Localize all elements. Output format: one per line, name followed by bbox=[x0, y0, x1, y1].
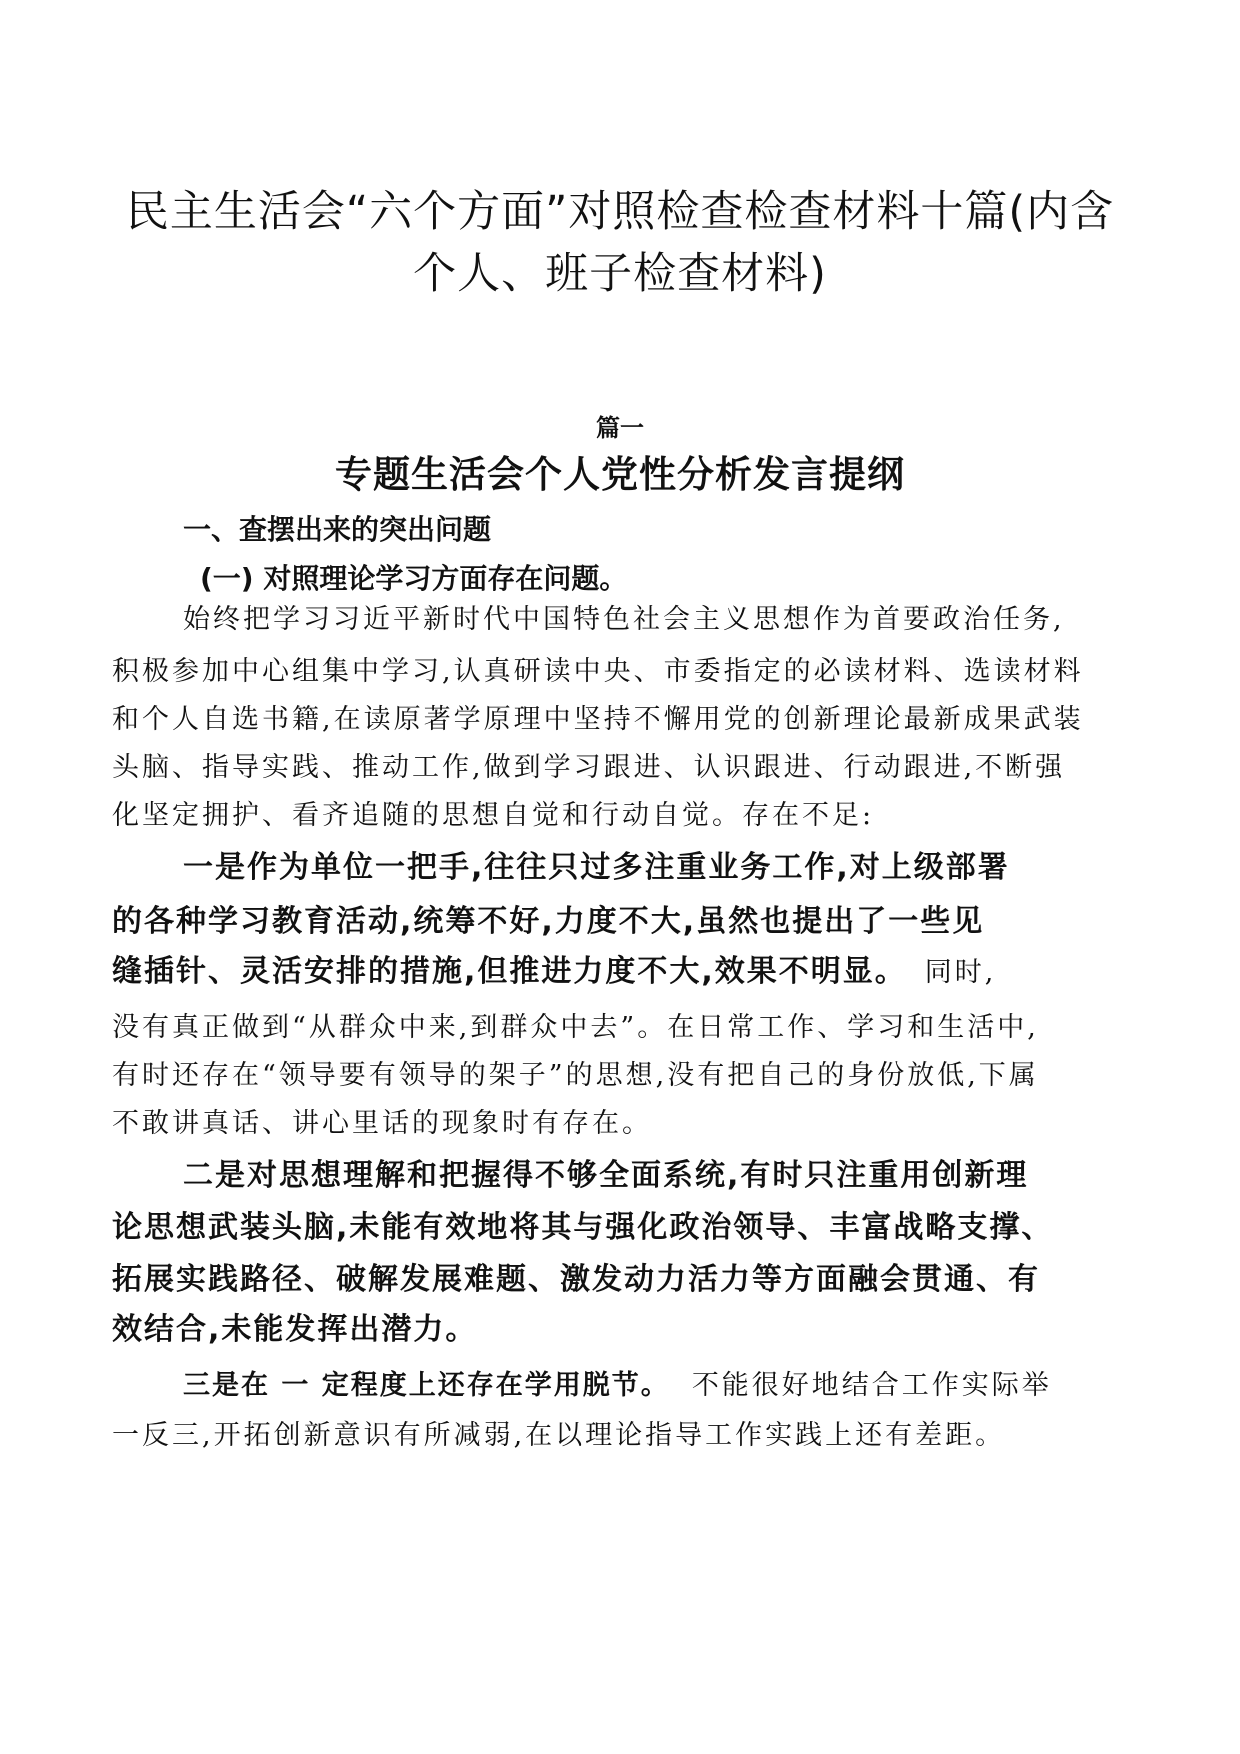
document-title-line1: 民主生活会“六个方面”对照检查检查材料十篇(内含 bbox=[125, 187, 1115, 237]
point-one-line: 一是作为单位一把手,往往只过多注重业务工作,对上级部署 bbox=[183, 850, 1010, 885]
paragraph-line: 头脑、指导实践、推动工作,做到学习跟进、认识跟进、行动跟进,不断强 bbox=[112, 752, 1066, 783]
point-one-bold-text: 缝插针、灵活安排的措施,但推进力度不大,效果不明显。 bbox=[112, 954, 907, 989]
paragraph-line: 化坚定拥护、看齐追随的思想自觉和行动自觉。存在不足: bbox=[112, 800, 875, 831]
point-three-line bbox=[183, 1370, 1052, 1402]
paragraph-line: 一反三,开拓创新意识有所减弱,在以理论指导工作实践上还有差距。 bbox=[112, 1420, 1006, 1451]
point-one-line: 的各种学习教育活动,统筹不好,力度不大,虽然也提出了一些见 bbox=[112, 904, 985, 939]
paragraph-line: 和个人自选书籍,在读原著学原理中坚持不懈用党的创新理论最新成果武装 bbox=[112, 704, 1084, 735]
point-one-line-last bbox=[112, 954, 996, 990]
paragraph-line: 不敢讲真话、讲心里话的现象时有存在。 bbox=[112, 1108, 652, 1139]
paragraph-line: 积极参加中心组集中学习,认真研读中央、市委指定的必读材料、选读材料 bbox=[112, 656, 1084, 687]
point-one-inline-text: 同时, bbox=[924, 957, 997, 988]
subsection-heading: (一) 对照理论学习方面存在问题。 bbox=[200, 562, 628, 595]
point-two-line: 论思想武装头脑,未能有效地将其与强化政治领导、丰富战略支撑、 bbox=[112, 1210, 1054, 1245]
part-label: 篇一 bbox=[596, 414, 644, 442]
point-three-bold-text: 三是在 一 定程度上还存在学用脱节。 bbox=[183, 1370, 670, 1401]
point-two-line: 二是对思想理解和把握得不够全面系统,有时只注重用创新理 bbox=[183, 1158, 1029, 1193]
paragraph-line: 没有真正做到“从群众中来,到群众中去”。在日常工作、学习和生活中, bbox=[112, 1012, 1039, 1043]
point-three-inline-text: 不能很好地结合工作实际举 bbox=[691, 1370, 1052, 1401]
section-heading: 一、查摆出来的突出问题 bbox=[183, 513, 492, 546]
paragraph-line: 有时还存在“领导要有领导的架子”的思想,没有把自己的身份放低,下属 bbox=[112, 1060, 1039, 1091]
document-title-line2: 个人、班子检查材料) bbox=[413, 249, 827, 299]
paragraph-line: 始终把学习习近平新时代中国特色社会主义思想作为首要政治任务, bbox=[183, 604, 1065, 635]
point-two-line: 拓展实践路径、破解发展难题、激发动力活力等方面融会贯通、有 bbox=[112, 1262, 1040, 1297]
point-two-line: 效结合,未能发挥出潜力。 bbox=[112, 1312, 478, 1347]
part-title: 专题生活会个人党性分析发言提纲 bbox=[335, 453, 905, 496]
